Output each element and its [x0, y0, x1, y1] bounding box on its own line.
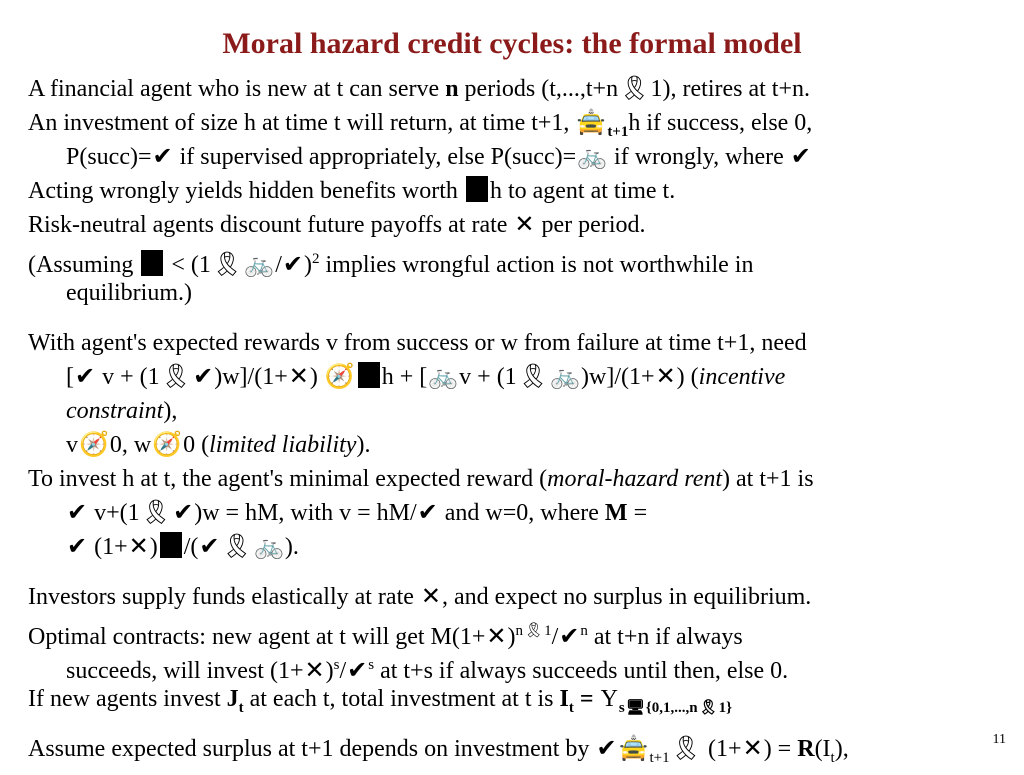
superscript: n: [580, 623, 588, 639]
cross-glyph-icon: ✕: [486, 624, 507, 650]
sum-glyph-icon: Y: [600, 686, 618, 712]
check-glyph-icon: ✔: [67, 534, 88, 560]
subscript: t: [238, 699, 244, 716]
minus-glyph-icon: 🎗: [221, 534, 252, 560]
bike-glyph-icon: 🚲: [254, 534, 284, 560]
text-run-italic: constraint: [66, 398, 164, 424]
text-run: With agent's expected rewards v from success or w from failure at time t+1, need: [28, 330, 807, 356]
paragraph-gap: [28, 564, 1008, 580]
text-run-italic: limited liability: [209, 432, 357, 458]
text-run: /: [551, 624, 559, 650]
text-run: Optimal contracts: new agent at t will get M(1+: [28, 624, 486, 650]
text-run: )w]/(1+: [214, 364, 288, 390]
text-line-17: [28, 648, 1008, 682]
text-line-11: [28, 428, 1008, 462]
check-glyph-icon: ✔: [282, 252, 304, 278]
block-glyph-icon: [141, 250, 163, 276]
text-line-12: [28, 462, 1008, 496]
slide-body: [28, 72, 1008, 766]
minus-glyph-icon: 🎗: [517, 364, 549, 390]
cross-glyph-icon: ✕: [655, 364, 676, 390]
text-run: )w]/(1+: [581, 364, 655, 390]
subscript: [619, 700, 732, 716]
text-run: /: [339, 658, 347, 684]
text-line-15: [28, 580, 1008, 614]
text-line-1: [28, 72, 1008, 106]
text-run: (Assuming: [28, 252, 140, 278]
check-glyph-icon: ✔: [596, 736, 617, 762]
text-run: )w = hM, with v = hM/: [194, 500, 417, 526]
cross-glyph-icon: ✕: [742, 736, 763, 762]
text-run: succeeds, will invest (1+: [66, 658, 304, 684]
check-glyph-icon: ✔: [152, 144, 173, 170]
bike-glyph-icon: 🚲: [428, 364, 459, 390]
minus-glyph-icon: 🎗: [211, 252, 243, 278]
text-run: P(succ)=: [66, 144, 152, 170]
text-run: if wrongly, where: [608, 144, 784, 170]
cross-glyph-icon: ✕: [514, 212, 535, 238]
text-run: equilibrium.): [66, 280, 192, 306]
check-glyph-icon: ✔: [75, 364, 96, 390]
bike-glyph-icon: 🚲: [577, 144, 608, 170]
text-run: s: [618, 699, 625, 716]
taxi-glyph-icon: 🚖: [576, 110, 607, 136]
text-run: at t+s if always succeeds until then, else 0.: [374, 658, 789, 684]
text-line-7: [28, 276, 1008, 310]
cross-glyph-icon: ✕: [304, 658, 325, 684]
text-run: if supervised appropriately, else P(succ)=: [173, 144, 577, 170]
text-run-bold: R: [797, 736, 815, 762]
minus-glyph-icon: 🎗: [140, 500, 172, 526]
minus-glyph-icon: 🎗: [619, 76, 650, 102]
text-run: h if success, else 0,: [628, 110, 813, 136]
text-run: Investors supply funds elastically at rate: [28, 584, 420, 610]
text-line-8: [28, 326, 1008, 360]
text-run: =: [627, 500, 648, 526]
check-glyph-icon: ✔: [417, 500, 438, 526]
text-run: Acting wrongly yields hidden benefits worth: [28, 178, 464, 204]
geq-glyph-icon: 🧭: [79, 432, 109, 458]
block-glyph-icon: [160, 532, 182, 558]
text-run: v + (1: [96, 364, 160, 390]
text-run: 0 (: [183, 432, 210, 458]
subscript: t: [830, 749, 835, 766]
bike-glyph-icon: 🚲: [244, 252, 275, 278]
text-run: Risk-neutral agents discount future payoffs at rate: [28, 212, 514, 238]
text-line-9: [28, 360, 1008, 394]
text-run: at t+n if always: [587, 624, 743, 650]
text-run: ).: [284, 534, 299, 560]
text-run: , and expect no surplus in equilibrium.: [442, 584, 812, 610]
text-run: /: [275, 252, 282, 278]
taxi-glyph-icon: 🚖: [618, 736, 649, 762]
text-run: 1: [544, 623, 552, 639]
text-run: h to agent at time t.: [489, 178, 676, 204]
text-run-italic: moral-hazard rent: [547, 466, 723, 492]
text-run: ),: [163, 398, 178, 424]
text-run: ): [507, 624, 516, 650]
text-line-10: [28, 394, 1008, 428]
check-glyph-icon: ✔: [790, 144, 811, 170]
text-line-18: [28, 682, 1008, 716]
bike-glyph-icon: 🚲: [550, 364, 581, 390]
text-run: periods (t,...,t+n: [458, 76, 619, 102]
minus-glyph-icon: 🎗: [698, 699, 718, 716]
text-run: Assume expected surplus at t+1 depends on investment by: [28, 736, 596, 762]
paragraph-gap: [28, 310, 1008, 326]
text-line-5: [28, 208, 1008, 242]
cross-glyph-icon: ✕: [128, 534, 149, 560]
text-line-16: [28, 614, 1008, 648]
text-run: /(: [183, 534, 199, 560]
member-glyph-icon: 🖥: [625, 699, 645, 716]
text-run: per period.: [535, 212, 646, 238]
text-run-bold: =: [573, 686, 600, 712]
subscript: t: [568, 699, 574, 716]
text-run: 1), retires at t+n.: [650, 76, 811, 102]
text-run: v + (1: [459, 364, 517, 390]
minus-glyph-icon: 🎗: [524, 623, 544, 639]
superscript: [516, 623, 552, 639]
text-run-italic: incentive: [698, 364, 786, 390]
text-line-6: [28, 242, 1008, 276]
text-run: An investment of size h at time t will return, at time t+1,: [28, 110, 576, 136]
superscript: s: [333, 657, 340, 673]
text-run: at each t, total investment at t is: [243, 686, 560, 712]
text-run: implies wrongful action is not worthwhile in: [319, 252, 754, 278]
text-run: ),: [834, 736, 849, 762]
text-run: If new agents invest: [28, 686, 227, 712]
text-run: ) (: [676, 364, 699, 390]
check-glyph-icon: ✔: [559, 624, 580, 650]
check-glyph-icon: ✔: [347, 658, 368, 684]
text-run: A financial agent who is new at t can serve: [28, 76, 446, 102]
text-run-bold: M: [604, 500, 628, 526]
block-glyph-icon: [466, 176, 488, 202]
text-run-bold: J: [226, 686, 239, 712]
superscript: s: [368, 657, 375, 673]
text-run: To invest h at t, the agent's minimal expected reward (: [28, 466, 548, 492]
page-number: 11: [992, 732, 1006, 747]
text-run: ): [309, 364, 324, 390]
cross-glyph-icon: ✕: [420, 584, 442, 610]
text-run-bold: I: [559, 686, 569, 712]
check-glyph-icon: ✔: [173, 500, 194, 526]
check-glyph-icon: ✔: [199, 534, 220, 560]
cross-glyph-icon: ✕: [288, 364, 309, 390]
text-run: n: [515, 623, 524, 639]
text-run: 0, w: [109, 432, 152, 458]
text-run: ) =: [763, 736, 798, 762]
text-run: and w=0, where: [438, 500, 605, 526]
minus-glyph-icon: 🎗: [670, 736, 702, 762]
text-run: ): [325, 658, 334, 684]
text-run: h + [: [381, 364, 428, 390]
minus-glyph-icon: 🎗: [160, 364, 192, 390]
check-glyph-icon: ✔: [67, 500, 88, 526]
text-run: [: [66, 364, 74, 390]
text-run: < (1: [165, 252, 211, 278]
text-run: (I: [814, 736, 831, 762]
text-run: ): [149, 534, 158, 560]
slide-title: Moral hazard credit cycles: the formal model: [222, 27, 802, 60]
check-glyph-icon: ✔: [193, 364, 214, 390]
text-run-bold: n: [445, 76, 459, 102]
text-run: v+(1: [88, 500, 140, 526]
superscript: 2: [312, 251, 320, 267]
text-run: (1+: [702, 736, 742, 762]
geq-glyph-icon: 🧭: [324, 364, 355, 390]
text-run: (1+: [88, 534, 128, 560]
text-run: {0,1,...,n: [645, 699, 698, 716]
text-line-2: [28, 106, 1008, 140]
text-run: 1}: [718, 699, 733, 716]
text-line-19: [28, 732, 1008, 766]
paragraph-gap: [28, 716, 1008, 732]
block-glyph-icon: [358, 362, 380, 388]
text-run: v: [66, 432, 78, 458]
text-line-4: [28, 174, 1008, 208]
text-run: ): [304, 252, 313, 278]
geq-glyph-icon: 🧭: [152, 432, 183, 458]
text-line-3: [28, 140, 1008, 174]
subscript: t+1: [649, 749, 670, 766]
subscript: t+1: [607, 123, 629, 140]
text-line-14: [28, 530, 1008, 564]
text-line-13: [28, 496, 1008, 530]
text-run: ) at t+1 is: [722, 466, 814, 492]
text-run: ).: [356, 432, 371, 458]
